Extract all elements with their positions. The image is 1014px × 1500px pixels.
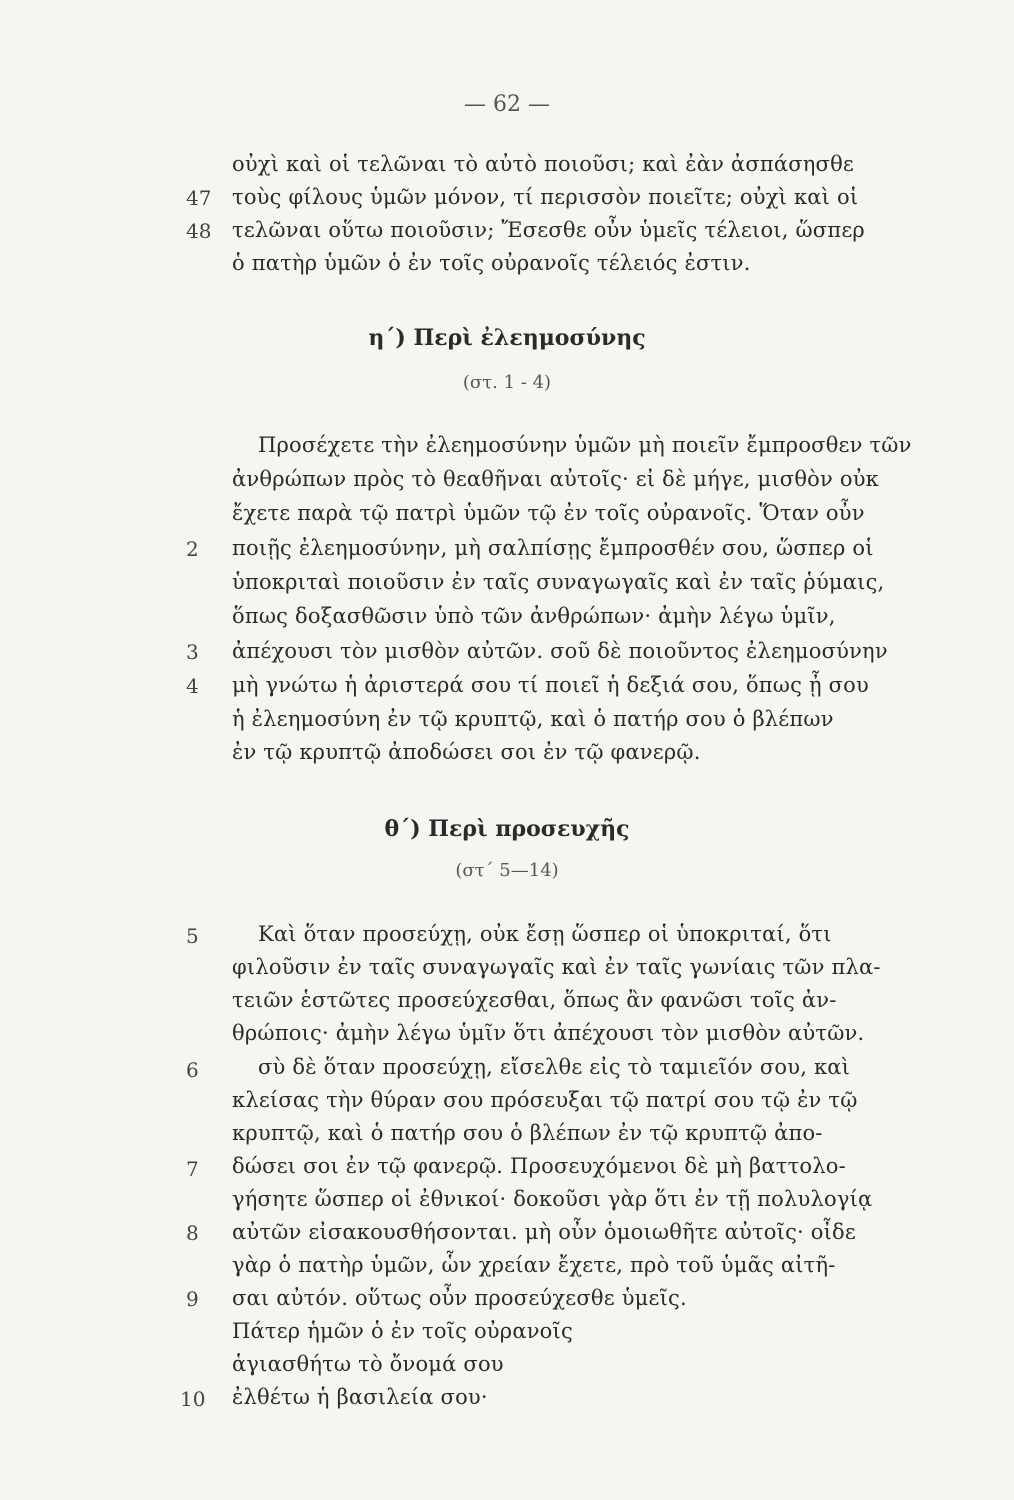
verse-number-8: 8 <box>186 1221 199 1245</box>
text-line: Καὶ ὅταν προσεύχῃ, οὐκ ἔσῃ ὥσπερ οἱ ὑποκριταί, ὅτι <box>258 922 832 946</box>
text-line: ἁγιασθήτω τὸ ὄνομά σου <box>232 1352 504 1376</box>
section-reference-eta: (στ. 1 - 4) <box>462 372 552 393</box>
text-line: οὐχὶ καὶ οἱ τελῶναι τὸ αὐτὸ ποιοῦσι; καὶ ἐὰν ἀσπάσησθε <box>232 152 855 176</box>
text-line: φιλοῦσιν ἐν ταῖς συναγωγαῖς καὶ ἐν ταῖς γωνίαις τῶν πλα- <box>232 955 881 979</box>
text-line: μὴ γνώτω ἡ ἀριστερά σου τί ποιεῖ ἡ δεξιά σου, ὅπως ᾖ σου <box>232 673 869 697</box>
verse-number-5: 5 <box>186 924 199 948</box>
text-line: γὰρ ὁ πατὴρ ὑμῶν, ὧν χρείαν ἔχετε, πρὸ τοῦ ὑμᾶς αἰτῆ- <box>232 1253 836 1277</box>
text-line: ὁ πατὴρ ὑμῶν ὁ ἐν τοῖς οὐρανοῖς τέλειός ἐστιν. <box>232 251 751 275</box>
text-line: Πάτερ ἡμῶν ὁ ἐν τοῖς οὐρανοῖς <box>232 1319 573 1343</box>
text-line: ἐλθέτω ἡ βασιλεία σου· <box>232 1385 488 1409</box>
text-line: ὅπως δοξασθῶσιν ὑπὸ τῶν ἀνθρώπων· ἀμὴν λέγω ὑμῖν, <box>232 604 836 628</box>
text-line: ἔχετε παρὰ τῷ πατρὶ ὑμῶν τῷ ἐν τοῖς οὐρανοῖς. Ὅταν οὖν <box>232 501 865 525</box>
verse-number-47: 47 <box>186 186 212 210</box>
text-line: τοὺς φίλους ὑμῶν μόνον, τί περισσὸν ποιεῖτε; οὐχὶ καὶ οἱ <box>232 185 859 209</box>
page-number: — 62 — <box>464 92 550 117</box>
verse-number-9: 9 <box>186 1287 199 1311</box>
text-line: ἡ ἐλεημοσύνη ἐν τῷ κρυπτῷ, καὶ ὁ πατήρ σου ὁ βλέπων <box>232 707 834 731</box>
verse-number-4: 4 <box>186 674 199 698</box>
verse-number-2: 2 <box>186 537 199 561</box>
text-line: τελῶναι οὕτω ποιοῦσιν; Ἔσεσθε οὖν ὑμεῖς τέλειοι, ὥσπερ <box>232 218 865 242</box>
text-line: θρώποις· ἀμὴν λέγω ὑμῖν ὅτι ἀπέχουσι τὸν μισθὸν αὐτῶν. <box>232 1021 865 1045</box>
text-line: σὺ δὲ ὅταν προσεύχῃ, εἴσελθε εἰς τὸ ταμιεῖόν σου, καὶ <box>258 1055 851 1079</box>
text-line: αὐτῶν εἰσακουσθήσονται. μὴ οὖν ὁμοιωθῆτε αὐτοῖς· οἶδε <box>232 1220 856 1244</box>
section-heading-eta: η΄) Περὶ ἐλεημοσύνης <box>368 325 646 351</box>
text-line: τειῶν ἑστῶτες προσεύχεσθαι, ὅπως ἂν φανῶσι τοῖς ἀν- <box>232 988 837 1012</box>
verse-number-48: 48 <box>186 219 212 243</box>
verse-number-10: 10 <box>180 1387 206 1411</box>
verse-number-7: 7 <box>186 1157 199 1181</box>
text-line: Προσέχετε τὴν ἐλεημοσύνην ὑμῶν μὴ ποιεῖν ἔμπροσθεν τῶν <box>258 433 912 457</box>
text-line: κρυπτῷ, καὶ ὁ πατήρ σου ὁ βλέπων ἐν τῷ κρυπτῷ ἀπο- <box>232 1121 823 1145</box>
text-line: σαι αὐτόν. οὕτως οὖν προσεύχεσθε ὑμεῖς. <box>232 1286 687 1310</box>
text-line: ἀνθρώπων πρὸς τὸ θεαθῆναι αὐτοῖς· εἰ δὲ μήγε, μισθὸν οὐκ <box>232 467 879 491</box>
section-reference-theta: (στ΄ 5—14) <box>455 860 559 881</box>
section-heading-theta: θ΄) Περὶ προσευχῆς <box>384 816 630 842</box>
text-line: ποιῇς ἐλεημοσύνην, μὴ σαλπίσῃς ἔμπροσθέν σου, ὥσπερ οἱ <box>232 536 874 560</box>
text-line: ἐν τῷ κρυπτῷ ἀποδώσει σοι ἐν τῷ φανερῷ. <box>232 740 701 764</box>
text-line: γήσητε ὥσπερ οἱ ἐθνικοί· δοκοῦσι γὰρ ὅτι ἐν τῇ πολυλογίᾳ <box>232 1187 873 1211</box>
text-line: ὑποκριταὶ ποιοῦσιν ἐν ταῖς συναγωγαῖς καὶ ἐν ταῖς ῥύμαις, <box>232 570 885 594</box>
text-line: δώσει σοι ἐν τῷ φανερῷ. Προσευχόμενοι δὲ μὴ βαττολο- <box>232 1154 846 1178</box>
text-line: κλείσας τὴν θύραν σου πρόσευξαι τῷ πατρί σου τῷ ἐν τῷ <box>232 1088 858 1112</box>
verse-number-3: 3 <box>186 640 199 664</box>
verse-number-6: 6 <box>186 1058 199 1082</box>
text-line: ἀπέχουσι τὸν μισθὸν αὐτῶν. σοῦ δὲ ποιοῦντος ἐλεημοσύνην <box>232 639 888 663</box>
